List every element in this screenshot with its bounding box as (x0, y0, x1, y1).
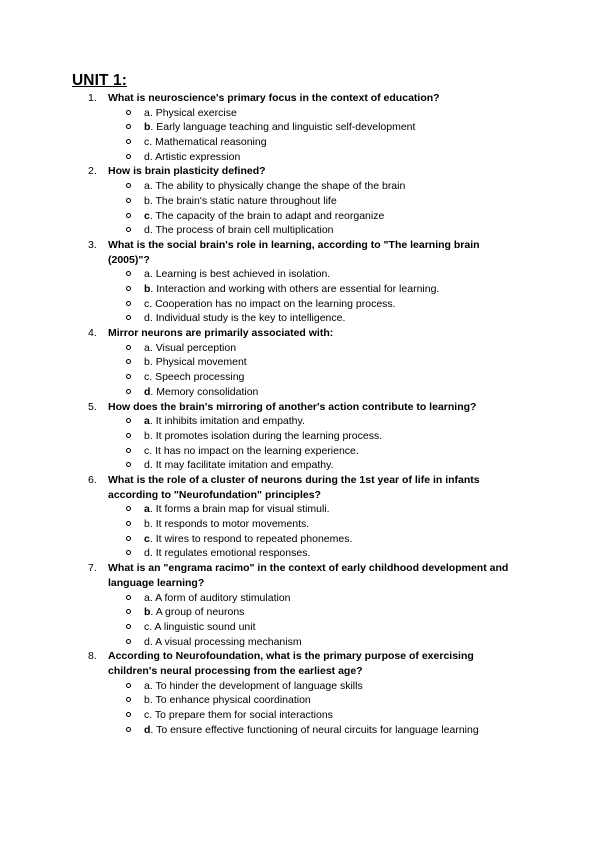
option-letter: d (144, 385, 151, 398)
option-text: It has no impact on the learning experience. (155, 444, 359, 457)
question-item (0, 164, 600, 237)
hollow-circle-bullet-icon (126, 506, 131, 511)
option-text: Speech processing (155, 371, 245, 384)
option-letter: b (144, 121, 151, 134)
hollow-circle-bullet-icon (126, 110, 131, 115)
option-letter: d (144, 635, 150, 648)
option-text: Interaction and working with others are essential for learning. (156, 283, 440, 295)
hollow-circle-bullet-icon (126, 595, 131, 600)
option-text: It wires to respond to repeated phonemes. (155, 532, 353, 545)
answer-option (0, 135, 600, 150)
question-text: What is the role of a cluster of neurons during the 1st year of life in infants according to "Neurofundation" principles? (108, 473, 480, 501)
answer-option (0, 635, 600, 650)
option-content: a. Visual perception (144, 341, 237, 354)
hollow-circle-bullet-icon (126, 433, 131, 438)
hollow-circle-bullet-icon (126, 550, 131, 555)
option-text: It inhibits imitation and empathy. (155, 415, 305, 428)
option-content: d. To ensure effective functioning of neural circuits for language learning (144, 723, 479, 736)
hollow-circle-bullet-icon (126, 639, 131, 644)
option-text: It promotes isolation during the learning process. (155, 429, 383, 442)
option-text: A linguistic sound unit (154, 620, 256, 633)
option-content: d. It regulates emotional responses. (144, 547, 311, 560)
answer-option (0, 370, 600, 385)
option-text: The brain's static nature throughout life (155, 194, 337, 207)
question-text: What is the social brain's role in learning, according to "The learning brain (2005)"? (108, 238, 480, 266)
option-letter: c (144, 136, 150, 149)
option-text: To enhance physical coordination (155, 694, 311, 707)
option-letter: c (144, 532, 150, 545)
option-list (0, 679, 600, 738)
option-text: To hinder the development of language skills (155, 679, 363, 692)
option-letter: a (144, 341, 150, 354)
option-text: It responds to motor movements. (155, 518, 310, 531)
option-letter: c (144, 209, 150, 222)
option-list (0, 179, 600, 238)
option-content: c. Cooperation has no impact on the learning process. (144, 297, 396, 310)
option-text: Learning is best achieved in isolation. (155, 268, 331, 281)
option-content: c. The capacity of the brain to adapt and reorganize (144, 209, 385, 222)
option-letter: c (144, 371, 150, 384)
option-letter: b (144, 356, 150, 369)
answer-option (0, 546, 600, 561)
option-letter: c (144, 444, 150, 457)
hollow-circle-bullet-icon (126, 462, 131, 467)
answer-option (0, 723, 600, 738)
option-text: A visual processing mechanism (155, 635, 302, 648)
option-letter: b (144, 694, 150, 707)
answer-option (0, 106, 600, 121)
option-text: Early language teaching and linguistic self-development (156, 121, 416, 134)
option-letter: b (144, 194, 150, 207)
option-content: a. To hinder the development of language skills (144, 679, 363, 692)
answer-option (0, 209, 600, 224)
option-content: d. The process of brain cell multiplication (144, 224, 334, 237)
option-text: Mathematical reasoning (155, 136, 267, 149)
option-text: It may facilitate imitation and empathy. (155, 459, 334, 472)
option-content: d. Artistic expression (144, 150, 241, 163)
option-text: To prepare them for social interactions (154, 709, 333, 722)
option-text: Cooperation has no impact on the learning process. (155, 297, 396, 310)
option-text: A group of neurons (155, 606, 245, 619)
answer-option (0, 502, 600, 517)
hollow-circle-bullet-icon (126, 536, 131, 541)
question-number: 6. (88, 473, 97, 486)
option-letter: d (144, 312, 150, 325)
option-letter: b (144, 606, 151, 619)
hollow-circle-bullet-icon (126, 683, 131, 688)
option-text: The process of brain cell multiplication (155, 224, 334, 237)
answer-option (0, 693, 600, 708)
hollow-circle-bullet-icon (126, 712, 131, 717)
hollow-circle-bullet-icon (126, 345, 131, 350)
question-text: How is brain plasticity defined? (108, 165, 266, 178)
option-list (0, 414, 600, 473)
question-text: How does the brain's mirroring of another's action contribute to learning? (108, 400, 477, 413)
answer-option (0, 414, 600, 429)
option-letter: d (144, 459, 150, 472)
option-text: Individual study is the key to intelligence. (155, 312, 346, 325)
hollow-circle-bullet-icon (126, 609, 131, 614)
option-content: b. Interaction and working with others are essential for learning. (144, 283, 440, 295)
option-letter: a (144, 268, 150, 281)
option-letter: a (144, 591, 150, 604)
question-item (0, 561, 600, 649)
option-list (0, 106, 600, 165)
option-content: d. A visual processing mechanism (144, 635, 302, 648)
option-content: d. It may facilitate imitation and empathy. (144, 459, 334, 472)
option-list (0, 502, 600, 561)
answer-option (0, 120, 600, 135)
option-letter: d (144, 150, 150, 163)
option-content: c. It has no impact on the learning experience. (144, 444, 359, 457)
hollow-circle-bullet-icon (126, 198, 131, 203)
option-content: c. To prepare them for social interactions (144, 709, 333, 722)
unit-title: UNIT 1: (72, 72, 127, 89)
option-text: The capacity of the brain to adapt and reorganize (155, 209, 385, 222)
option-letter: a (144, 415, 150, 428)
question-number: 7. (88, 562, 97, 575)
question-text: What is an "engrama racimo" in the context of early childhood development and language learning? (108, 562, 509, 589)
option-content: a. The ability to physically change the shape of the brain (144, 180, 406, 193)
hollow-circle-bullet-icon (126, 624, 131, 629)
question-number: 5. (88, 400, 97, 413)
option-letter: a (144, 106, 150, 119)
answer-option (0, 679, 600, 694)
option-content: a. It inhibits imitation and empathy. (144, 415, 305, 428)
option-text: Physical exercise (155, 106, 237, 119)
hollow-circle-bullet-icon (126, 301, 131, 306)
option-list (0, 591, 600, 650)
option-content: b. It responds to motor movements. (144, 518, 310, 531)
option-letter: b (144, 429, 150, 442)
option-letter: a (144, 503, 150, 516)
answer-option (0, 341, 600, 356)
question-number: 1. (88, 92, 97, 104)
answer-option (0, 194, 600, 209)
question-item (0, 238, 600, 326)
option-letter: c (144, 297, 150, 310)
option-text: It regulates emotional responses. (155, 547, 311, 560)
question-number: 3. (88, 238, 97, 251)
question-item (0, 400, 600, 473)
option-content: a. It forms a brain map for visual stimuli. (144, 503, 330, 516)
option-content: b. Early language teaching and linguistic self-development (144, 121, 416, 134)
answer-option (0, 355, 600, 370)
option-content: c. Mathematical reasoning (144, 136, 267, 149)
option-text: It forms a brain map for visual stimuli. (155, 503, 330, 516)
answer-option (0, 179, 600, 194)
option-letter: b (144, 518, 150, 531)
question-text: According to Neurofoundation, what is the primary purpose of exercising children's neural processing from the earliest age? (108, 650, 474, 677)
question-number: 2. (88, 165, 97, 178)
option-text: A form of auditory stimulation (155, 591, 291, 604)
hollow-circle-bullet-icon (126, 139, 131, 144)
option-content: c. It wires to respond to repeated phonemes. (144, 532, 353, 545)
question-item (0, 473, 600, 561)
hollow-circle-bullet-icon (126, 521, 131, 526)
answer-option (0, 444, 600, 459)
option-letter: a (144, 679, 150, 692)
answer-option (0, 311, 600, 326)
answer-option (0, 267, 600, 282)
option-list (0, 267, 600, 326)
question-item (0, 326, 600, 399)
hollow-circle-bullet-icon (126, 286, 131, 291)
answer-option (0, 458, 600, 473)
option-text: Physical movement (155, 356, 247, 369)
answer-option (0, 385, 600, 400)
hollow-circle-bullet-icon (126, 183, 131, 188)
question-item (0, 649, 600, 737)
option-text: Visual perception (155, 341, 237, 354)
option-letter: a (144, 180, 150, 193)
option-list (0, 341, 600, 400)
option-text: To ensure effective functioning of neural circuits for language learning (156, 723, 479, 736)
answer-option (0, 517, 600, 532)
question-text: What is neuroscience's primary focus in the context of education? (108, 92, 440, 104)
answer-option (0, 429, 600, 444)
hollow-circle-bullet-icon (126, 213, 131, 218)
hollow-circle-bullet-icon (126, 315, 131, 320)
hollow-circle-bullet-icon (126, 418, 131, 423)
answer-option (0, 620, 600, 635)
question-item (0, 91, 600, 164)
question-number: 8. (88, 650, 97, 663)
option-text: Memory consolidation (156, 385, 259, 398)
option-content: c. Speech processing (144, 371, 245, 384)
option-content: a. A form of auditory stimulation (144, 591, 291, 604)
option-letter: b (144, 283, 151, 295)
hollow-circle-bullet-icon (126, 389, 131, 394)
option-letter: d (144, 224, 150, 237)
option-content: c. A linguistic sound unit (144, 620, 256, 633)
option-content: b. To enhance physical coordination (144, 694, 311, 707)
answer-option (0, 591, 600, 606)
option-content: a. Learning is best achieved in isolation. (144, 268, 331, 281)
hollow-circle-bullet-icon (126, 727, 131, 732)
option-text: Artistic expression (155, 150, 241, 163)
hollow-circle-bullet-icon (126, 359, 131, 364)
question-list (0, 91, 600, 737)
question-number: 4. (88, 327, 97, 340)
option-letter: d (144, 547, 150, 560)
option-content: b. Physical movement (144, 356, 247, 369)
hollow-circle-bullet-icon (126, 271, 131, 276)
answer-option (0, 708, 600, 723)
option-content: d. Memory consolidation (144, 385, 259, 398)
hollow-circle-bullet-icon (126, 374, 131, 379)
option-letter: c (144, 709, 150, 722)
option-content: b. It promotes isolation during the learning process. (144, 429, 383, 442)
answer-option (0, 605, 600, 620)
option-content: b. The brain's static nature throughout life (144, 194, 337, 207)
option-content: a. Physical exercise (144, 106, 237, 119)
answer-option (0, 297, 600, 312)
question-text: Mirror neurons are primarily associated with: (108, 327, 334, 340)
hollow-circle-bullet-icon (126, 227, 131, 232)
hollow-circle-bullet-icon (126, 124, 131, 129)
answer-option (0, 532, 600, 547)
hollow-circle-bullet-icon (126, 154, 131, 159)
answer-option (0, 150, 600, 165)
option-content: b. A group of neurons (144, 606, 245, 619)
option-content: d. Individual study is the key to intelligence. (144, 312, 346, 325)
hollow-circle-bullet-icon (126, 448, 131, 453)
hollow-circle-bullet-icon (126, 697, 131, 702)
option-letter: c (144, 620, 150, 633)
answer-option (0, 223, 600, 238)
option-text: The ability to physically change the shape of the brain (155, 180, 406, 193)
answer-option (0, 282, 600, 297)
option-letter: d (144, 723, 151, 736)
